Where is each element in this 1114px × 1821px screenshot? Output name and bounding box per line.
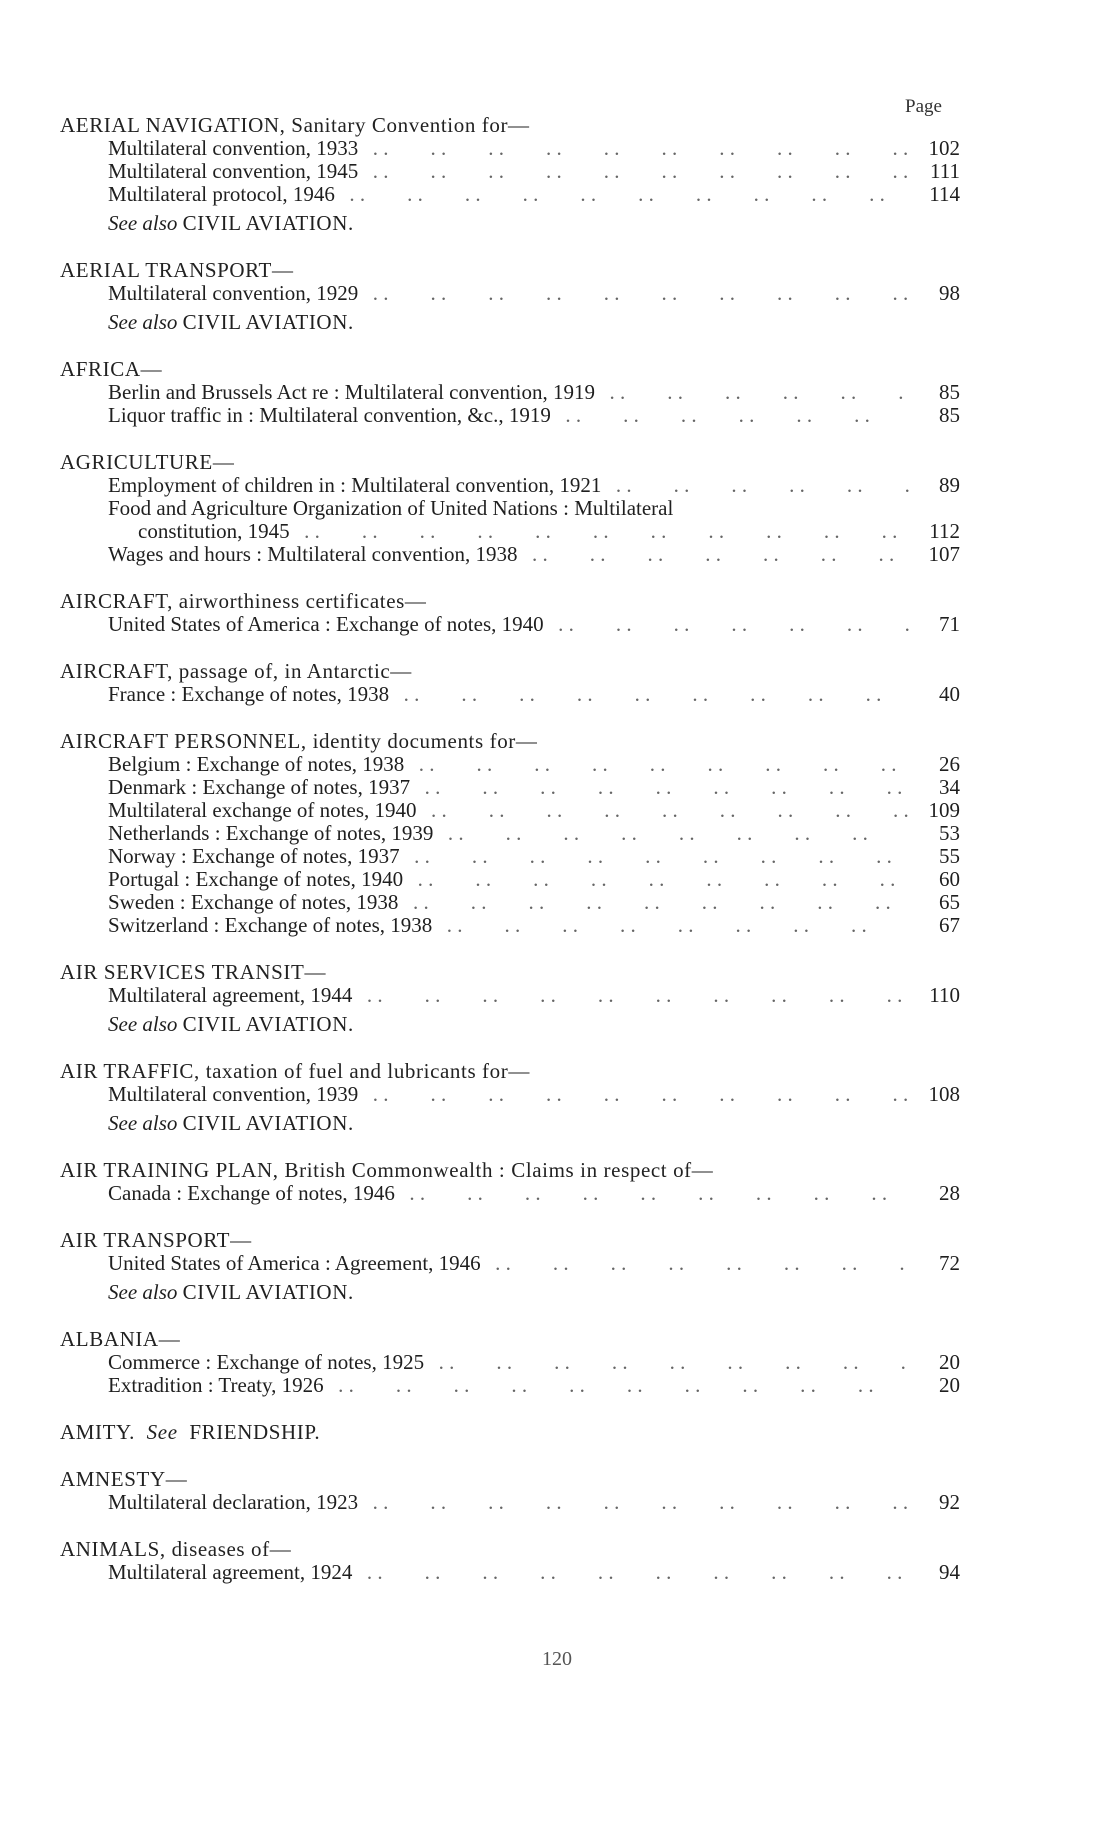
- see-also: [60, 212, 960, 235]
- index-section: [60, 961, 960, 1036]
- index-row: [60, 404, 960, 427]
- section-heading: [60, 730, 960, 753]
- page-column-label: Page: [905, 96, 942, 117]
- dot-leader: [339, 183, 910, 206]
- entry-text: Employment of children in : Multilateral convention, 1921: [108, 473, 602, 497]
- entry-page-number: 72: [939, 1251, 960, 1275]
- section-heading: [60, 259, 960, 282]
- index-row: [60, 891, 960, 914]
- dot-leader: [356, 984, 910, 1007]
- page-number: 120: [542, 1648, 572, 1670]
- see-also-prefix: See also: [108, 310, 178, 334]
- dot-leader: [399, 1182, 910, 1205]
- entry-page-number: 112: [929, 519, 960, 543]
- entry-text: Berlin and Brussels Act re : Multilateral convention, 1919: [108, 380, 595, 404]
- index-row: [60, 613, 960, 636]
- dot-leader: [548, 613, 910, 636]
- see-also-prefix: See also: [108, 211, 178, 235]
- dot-leader: [294, 520, 910, 543]
- entry-text: Multilateral convention, 1929: [108, 281, 359, 305]
- index-row: [60, 1491, 960, 1514]
- heading-text: AFRICA—: [60, 357, 163, 381]
- entry-page-number: 94: [939, 1560, 960, 1584]
- entry-text: France : Exchange of notes, 1938: [108, 682, 390, 706]
- section-heading: [60, 1060, 960, 1083]
- see-also-prefix: See also: [108, 1012, 178, 1036]
- see-also: [60, 1281, 960, 1304]
- entry-text: Portugal : Exchange of notes, 1940: [108, 867, 404, 891]
- heading-text: AMITY.: [60, 1420, 135, 1444]
- dot-leader: [414, 776, 910, 799]
- see-reference: FRIENDSHIP.: [189, 1420, 321, 1444]
- index-section: [60, 1328, 960, 1397]
- see-also-reference: CIVIL AVIATION.: [182, 1012, 354, 1036]
- entry-page-number: 85: [939, 380, 960, 404]
- dot-leader: [421, 799, 911, 822]
- index-section: [60, 259, 960, 334]
- dot-leader: [402, 891, 910, 914]
- dot-leader: [362, 282, 910, 305]
- heading-text: AIR SERVICES TRANSIT—: [60, 960, 327, 984]
- dot-leader: [605, 474, 910, 497]
- entry-page-number: 34: [939, 775, 960, 799]
- section-heading: [60, 1328, 960, 1351]
- index-section: [60, 114, 960, 235]
- index-section: [60, 1229, 960, 1304]
- entry-text: Liquor traffic in : Multilateral convention, &c., 1919: [108, 403, 551, 427]
- entry-text: Multilateral convention, 1939: [108, 1082, 359, 1106]
- section-heading: [60, 1159, 960, 1182]
- entry-page-number: 111: [930, 159, 960, 183]
- entry-page-number: 20: [939, 1350, 960, 1374]
- section-heading: [60, 961, 960, 984]
- entry-text: Wages and hours : Multilateral convention, 1938: [108, 542, 518, 566]
- see-also-reference: CIVIL AVIATION.: [182, 1280, 354, 1304]
- entry-text: Canada : Exchange of notes, 1946: [108, 1181, 395, 1205]
- see-also: [60, 311, 960, 334]
- heading-text: AERIAL NAVIGATION, Sanitary Convention for—: [60, 113, 530, 137]
- entry-page-number: 67: [939, 913, 960, 937]
- see-also: [60, 1013, 960, 1036]
- index-row: [60, 543, 960, 566]
- section-heading: [60, 451, 960, 474]
- entry-page-number: 40: [939, 682, 960, 706]
- entry-text: Commerce : Exchange of notes, 1925: [108, 1350, 425, 1374]
- entry-page-number: 89: [939, 473, 960, 497]
- entry-page-number: 110: [929, 983, 960, 1007]
- see-also-prefix: See also: [108, 1280, 178, 1304]
- index-row: [60, 381, 960, 404]
- entry-text: Multilateral convention, 1945: [108, 159, 359, 183]
- entry-page-number: 53: [939, 821, 960, 845]
- section-heading: [60, 358, 960, 381]
- entry-page-number: 26: [939, 752, 960, 776]
- heading-text: AERIAL TRANSPORT—: [60, 258, 294, 282]
- dot-leader: [521, 543, 910, 566]
- entry-page-number: 20: [939, 1373, 960, 1397]
- section-heading: [60, 114, 960, 137]
- entry-text: Multilateral declaration, 1923: [108, 1490, 359, 1514]
- index-section: [60, 1538, 960, 1584]
- dot-leader: [404, 845, 910, 868]
- heading-text: AIRCRAFT PERSONNEL, identity documents for—: [60, 729, 538, 753]
- entry-text: United States of America : Agreement, 1946: [108, 1251, 481, 1275]
- entry-text: Multilateral convention, 1933: [108, 136, 359, 160]
- entry-text: Multilateral exchange of notes, 1940: [108, 798, 417, 822]
- see-also-reference: CIVIL AVIATION.: [182, 310, 354, 334]
- entry-text: Multilateral agreement, 1924: [108, 1560, 353, 1584]
- dot-leader: [393, 683, 910, 706]
- dot-leader: [555, 404, 910, 427]
- entry-text: Multilateral protocol, 1946: [108, 182, 335, 206]
- index-section: [60, 590, 960, 636]
- see-also-reference: CIVIL AVIATION.: [182, 211, 354, 235]
- entry-page-number: 55: [939, 844, 960, 868]
- dot-leader: [362, 160, 910, 183]
- heading-text: AIR TRANSPORT—: [60, 1228, 252, 1252]
- index-row: [60, 1252, 960, 1275]
- section-heading: [60, 660, 960, 683]
- index-row: [60, 683, 960, 706]
- dot-leader: [599, 381, 910, 404]
- index-row: [60, 868, 960, 891]
- heading-text: AGRICULTURE—: [60, 450, 235, 474]
- index-section: [60, 1060, 960, 1135]
- heading-text: ANIMALS, diseases of—: [60, 1537, 292, 1561]
- heading-text: ALBANIA—: [60, 1327, 181, 1351]
- entry-text: Norway : Exchange of notes, 1937: [108, 844, 400, 868]
- inline-cross-reference: [135, 1420, 320, 1444]
- see-also: [60, 1112, 960, 1135]
- dot-leader: [408, 753, 910, 776]
- heading-text: AIRCRAFT, airworthiness certificates—: [60, 589, 427, 613]
- see-also-prefix: See also: [108, 1111, 178, 1135]
- dot-leader: [436, 914, 910, 937]
- entry-page-number: 28: [939, 1181, 960, 1205]
- index-row: [60, 822, 960, 845]
- entry-page-number: 71: [939, 612, 960, 636]
- index-section: [60, 1421, 960, 1444]
- index-section: [60, 358, 960, 427]
- entry-text: Sweden : Exchange of notes, 1938: [108, 890, 399, 914]
- index-row: [60, 137, 960, 160]
- wrapped-entry-first-line: Food and Agriculture Organization of United Nations : Multilateral: [108, 496, 674, 520]
- entry-text: constitution, 1945: [138, 519, 290, 543]
- entry-page-number: 108: [928, 1082, 960, 1106]
- entry-page-number: 98: [939, 281, 960, 305]
- index-row: [60, 845, 960, 868]
- index-row: [60, 282, 960, 305]
- index-row: [60, 984, 960, 1007]
- index-section: [60, 1468, 960, 1514]
- heading-text: AIR TRAINING PLAN, British Commonwealth : Claims in respect of—: [60, 1158, 714, 1182]
- index-row: [60, 753, 960, 776]
- entry-text: Netherlands : Exchange of notes, 1939: [108, 821, 434, 845]
- index-row: [60, 183, 960, 206]
- index-section: [60, 451, 960, 566]
- entry-text: Belgium : Exchange of notes, 1938: [108, 752, 405, 776]
- entry-text: Multilateral agreement, 1944: [108, 983, 353, 1007]
- index-row: [60, 1561, 960, 1584]
- entry-page-number: 102: [928, 136, 960, 160]
- section-heading: [60, 1421, 960, 1444]
- index-row: [60, 776, 960, 799]
- dot-leader: [407, 868, 910, 891]
- section-heading: [60, 1538, 960, 1561]
- entry-page-number: 107: [928, 542, 960, 566]
- index-row: [60, 1351, 960, 1374]
- index-entries: [60, 114, 960, 1608]
- dot-leader: [328, 1374, 910, 1397]
- see-prefix: See: [146, 1420, 178, 1444]
- index-row: [60, 1374, 960, 1397]
- section-heading: [60, 590, 960, 613]
- index-row: [60, 799, 960, 822]
- index-section: [60, 660, 960, 706]
- entry-page-number: 65: [939, 890, 960, 914]
- entry-text: Switzerland : Exchange of notes, 1938: [108, 913, 433, 937]
- entry-text: Extradition : Treaty, 1926: [108, 1373, 324, 1397]
- heading-text: AMNESTY—: [60, 1467, 188, 1491]
- entry-text: Denmark : Exchange of notes, 1937: [108, 775, 411, 799]
- entry-page-number: 85: [939, 403, 960, 427]
- dot-leader: [428, 1351, 910, 1374]
- entry-text: United States of America : Exchange of notes, 1940: [108, 612, 544, 636]
- heading-text: AIR TRAFFIC, taxation of fuel and lubricants for—: [60, 1059, 530, 1083]
- entry-page-number: 92: [939, 1490, 960, 1514]
- index-section: [60, 1159, 960, 1205]
- dot-leader: [437, 822, 910, 845]
- entry-page-number: 109: [928, 798, 960, 822]
- section-heading: [60, 1229, 960, 1252]
- index-section: [60, 730, 960, 937]
- index-row: [60, 1083, 960, 1106]
- index-row: [60, 1182, 960, 1205]
- dot-leader: [362, 1083, 910, 1106]
- section-heading: [60, 1468, 960, 1491]
- see-also-reference: CIVIL AVIATION.: [182, 1111, 354, 1135]
- dot-leader: [362, 1491, 910, 1514]
- index-row: [60, 914, 960, 937]
- dot-leader: [356, 1561, 910, 1584]
- entry-page-number: 114: [929, 182, 960, 206]
- wrapped-entry-second-line: [60, 520, 960, 543]
- entry-page-number: 60: [939, 867, 960, 891]
- heading-text: AIRCRAFT, passage of, in Antarctic—: [60, 659, 412, 683]
- index-row: [60, 474, 960, 497]
- dot-leader: [362, 137, 910, 160]
- dot-leader: [485, 1252, 910, 1275]
- index-row: [60, 160, 960, 183]
